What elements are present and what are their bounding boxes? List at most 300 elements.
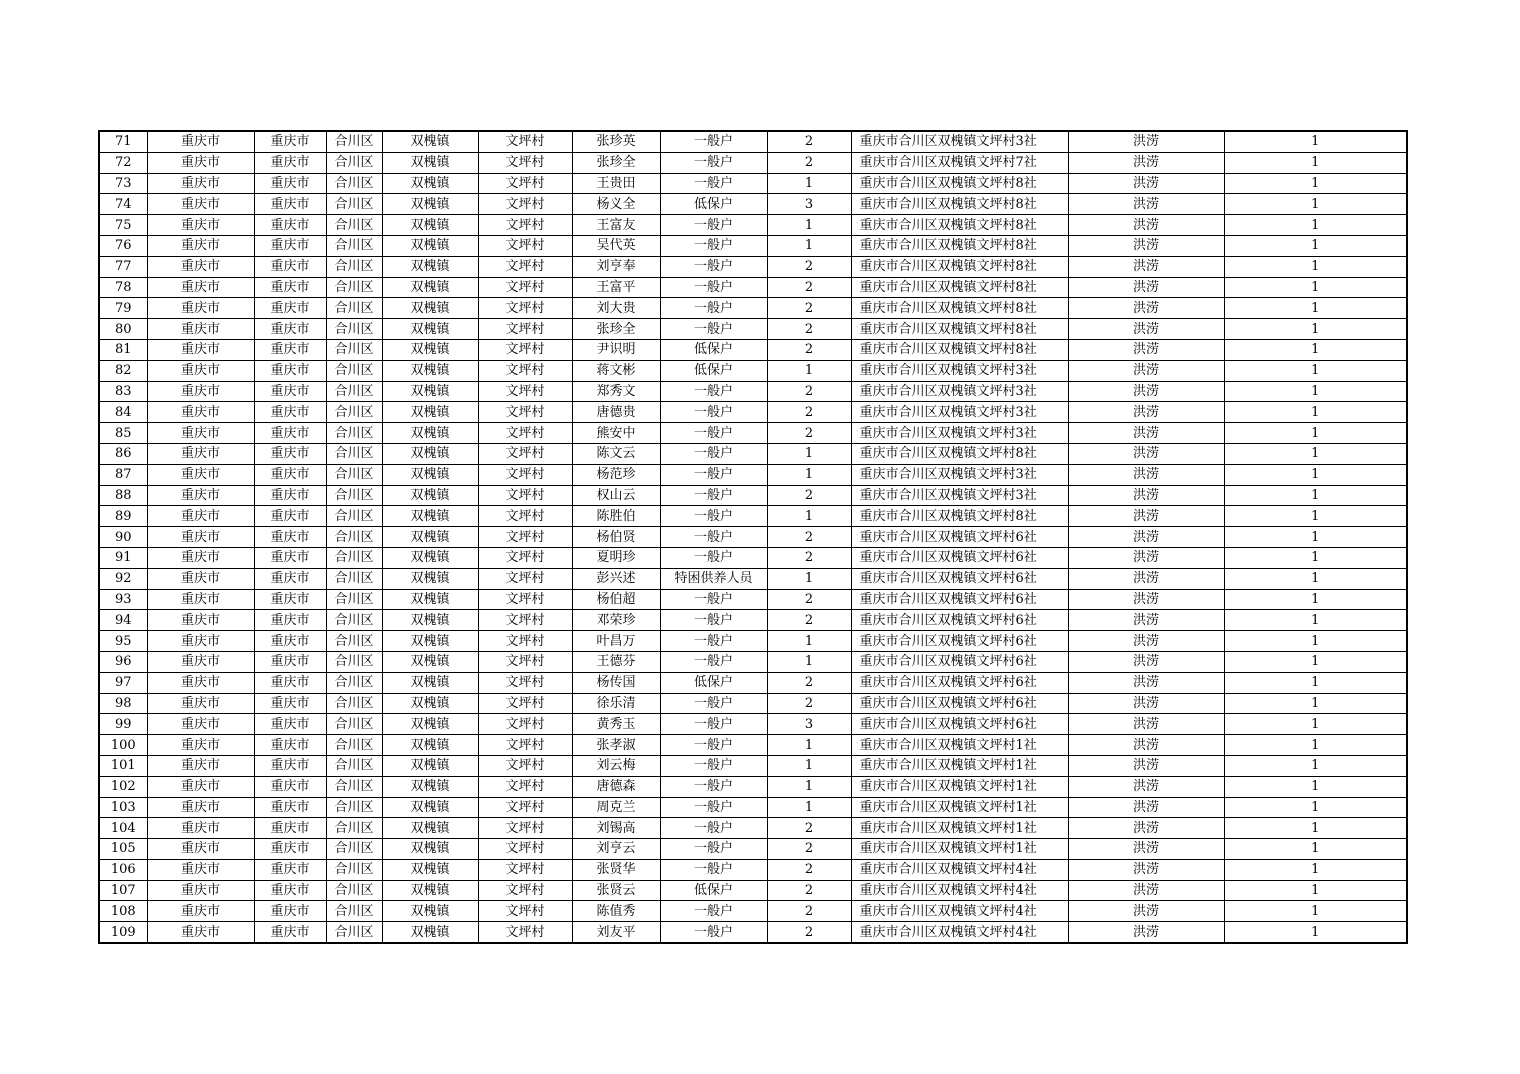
table-row (99, 922, 1407, 943)
district-cell: 合川区 (326, 215, 382, 236)
province-cell: 重庆市 (147, 714, 254, 735)
province-cell: 重庆市 (147, 901, 254, 922)
town-cell: 双槐镇 (382, 360, 478, 381)
disaster-type-cell: 洪涝 (1068, 901, 1224, 922)
household-type-cell: 低保户 (660, 880, 767, 901)
town-cell: 双槐镇 (382, 589, 478, 610)
disaster-type-cell: 洪涝 (1068, 152, 1224, 173)
address-cell: 重庆市合川区双槐镇文坪村6社 (851, 547, 1068, 568)
village-cell: 文坪村 (478, 631, 572, 652)
village-cell: 文坪村 (478, 319, 572, 340)
row-number-cell: 89 (99, 506, 147, 527)
town-cell: 双槐镇 (382, 277, 478, 298)
name-cell: 唐德贵 (572, 402, 660, 423)
disaster-type-cell: 洪涝 (1068, 319, 1224, 340)
quantity-cell: 1 (1224, 402, 1407, 423)
row-number-cell: 95 (99, 631, 147, 652)
city-cell: 重庆市 (254, 839, 326, 860)
quantity-cell: 1 (1224, 464, 1407, 485)
name-cell: 彭兴述 (572, 568, 660, 589)
district-cell: 合川区 (326, 402, 382, 423)
household-type-cell: 一般户 (660, 173, 767, 194)
city-cell: 重庆市 (254, 693, 326, 714)
village-cell: 文坪村 (478, 485, 572, 506)
quantity-cell: 1 (1224, 381, 1407, 402)
household-type-cell: 一般户 (660, 319, 767, 340)
village-cell: 文坪村 (478, 651, 572, 672)
count-cell: 2 (767, 672, 851, 693)
table-row (99, 381, 1407, 402)
row-number-cell: 90 (99, 527, 147, 548)
town-cell: 双槐镇 (382, 818, 478, 839)
address-cell: 重庆市合川区双槐镇文坪村6社 (851, 568, 1068, 589)
city-cell: 重庆市 (254, 256, 326, 277)
name-cell: 张珍全 (572, 152, 660, 173)
village-cell: 文坪村 (478, 755, 572, 776)
name-cell: 刘云梅 (572, 755, 660, 776)
district-cell: 合川区 (326, 423, 382, 444)
disaster-type-cell: 洪涝 (1068, 839, 1224, 860)
quantity-cell: 1 (1224, 339, 1407, 360)
name-cell: 尹识明 (572, 339, 660, 360)
district-cell: 合川区 (326, 485, 382, 506)
address-cell: 重庆市合川区双槐镇文坪村3社 (851, 464, 1068, 485)
town-cell: 双槐镇 (382, 464, 478, 485)
row-number-cell: 92 (99, 568, 147, 589)
province-cell: 重庆市 (147, 235, 254, 256)
quantity-cell: 1 (1224, 859, 1407, 880)
province-cell: 重庆市 (147, 651, 254, 672)
table-row (99, 464, 1407, 485)
row-number-cell: 105 (99, 839, 147, 860)
household-type-cell: 一般户 (660, 859, 767, 880)
province-cell: 重庆市 (147, 776, 254, 797)
count-cell: 1 (767, 755, 851, 776)
address-cell: 重庆市合川区双槐镇文坪村3社 (851, 485, 1068, 506)
table-row (99, 797, 1407, 818)
district-cell: 合川区 (326, 360, 382, 381)
disaster-type-cell: 洪涝 (1068, 610, 1224, 631)
row-number-cell: 81 (99, 339, 147, 360)
quantity-cell: 1 (1224, 818, 1407, 839)
province-cell: 重庆市 (147, 589, 254, 610)
district-cell: 合川区 (326, 547, 382, 568)
town-cell: 双槐镇 (382, 693, 478, 714)
address-cell: 重庆市合川区双槐镇文坪村6社 (851, 527, 1068, 548)
village-cell: 文坪村 (478, 506, 572, 527)
province-cell: 重庆市 (147, 298, 254, 319)
count-cell: 2 (767, 610, 851, 631)
name-cell: 杨传国 (572, 672, 660, 693)
disaster-type-cell: 洪涝 (1068, 651, 1224, 672)
village-cell: 文坪村 (478, 339, 572, 360)
name-cell: 夏明珍 (572, 547, 660, 568)
city-cell: 重庆市 (254, 735, 326, 756)
district-cell: 合川区 (326, 651, 382, 672)
village-cell: 文坪村 (478, 423, 572, 444)
city-cell: 重庆市 (254, 443, 326, 464)
count-cell: 2 (767, 298, 851, 319)
quantity-cell: 1 (1224, 672, 1407, 693)
household-type-cell: 一般户 (660, 443, 767, 464)
province-cell: 重庆市 (147, 839, 254, 860)
name-cell: 唐德森 (572, 776, 660, 797)
village-cell: 文坪村 (478, 131, 572, 152)
quantity-cell: 1 (1224, 589, 1407, 610)
table-row (99, 672, 1407, 693)
name-cell: 王富友 (572, 215, 660, 236)
row-number-cell: 84 (99, 402, 147, 423)
disaster-type-cell: 洪涝 (1068, 423, 1224, 444)
household-table (98, 130, 1408, 944)
province-cell: 重庆市 (147, 547, 254, 568)
city-cell: 重庆市 (254, 589, 326, 610)
count-cell: 1 (767, 443, 851, 464)
name-cell: 张孝淑 (572, 735, 660, 756)
city-cell: 重庆市 (254, 797, 326, 818)
name-cell: 徐乐清 (572, 693, 660, 714)
quantity-cell: 1 (1224, 485, 1407, 506)
town-cell: 双槐镇 (382, 173, 478, 194)
table-row (99, 339, 1407, 360)
household-type-cell: 一般户 (660, 839, 767, 860)
table-row (99, 839, 1407, 860)
district-cell: 合川区 (326, 859, 382, 880)
name-cell: 刘锡高 (572, 818, 660, 839)
quantity-cell: 1 (1224, 901, 1407, 922)
town-cell: 双槐镇 (382, 194, 478, 215)
province-cell: 重庆市 (147, 735, 254, 756)
address-cell: 重庆市合川区双槐镇文坪村8社 (851, 215, 1068, 236)
address-cell: 重庆市合川区双槐镇文坪村8社 (851, 277, 1068, 298)
quantity-cell: 1 (1224, 714, 1407, 735)
town-cell: 双槐镇 (382, 631, 478, 652)
count-cell: 1 (767, 797, 851, 818)
household-type-cell: 一般户 (660, 485, 767, 506)
disaster-type-cell: 洪涝 (1068, 298, 1224, 319)
quantity-cell: 1 (1224, 735, 1407, 756)
town-cell: 双槐镇 (382, 776, 478, 797)
province-cell: 重庆市 (147, 464, 254, 485)
quantity-cell: 1 (1224, 839, 1407, 860)
quantity-cell: 1 (1224, 797, 1407, 818)
town-cell: 双槐镇 (382, 423, 478, 444)
count-cell: 2 (767, 589, 851, 610)
village-cell: 文坪村 (478, 298, 572, 319)
table-row (99, 818, 1407, 839)
town-cell: 双槐镇 (382, 859, 478, 880)
district-cell: 合川区 (326, 131, 382, 152)
household-type-cell: 一般户 (660, 152, 767, 173)
quantity-cell: 1 (1224, 755, 1407, 776)
address-cell: 重庆市合川区双槐镇文坪村1社 (851, 776, 1068, 797)
town-cell: 双槐镇 (382, 839, 478, 860)
count-cell: 2 (767, 922, 851, 943)
table-row (99, 402, 1407, 423)
row-number-cell: 109 (99, 922, 147, 943)
province-cell: 重庆市 (147, 256, 254, 277)
household-type-cell: 一般户 (660, 901, 767, 922)
table-row (99, 714, 1407, 735)
table-row (99, 735, 1407, 756)
row-number-cell: 107 (99, 880, 147, 901)
city-cell: 重庆市 (254, 506, 326, 527)
row-number-cell: 108 (99, 901, 147, 922)
province-cell: 重庆市 (147, 672, 254, 693)
quantity-cell: 1 (1224, 651, 1407, 672)
household-type-cell: 低保户 (660, 360, 767, 381)
disaster-type-cell: 洪涝 (1068, 381, 1224, 402)
disaster-type-cell: 洪涝 (1068, 859, 1224, 880)
town-cell: 双槐镇 (382, 506, 478, 527)
district-cell: 合川区 (326, 672, 382, 693)
province-cell: 重庆市 (147, 402, 254, 423)
address-cell: 重庆市合川区双槐镇文坪村4社 (851, 901, 1068, 922)
city-cell: 重庆市 (254, 360, 326, 381)
district-cell: 合川区 (326, 152, 382, 173)
name-cell: 权山云 (572, 485, 660, 506)
count-cell: 1 (767, 631, 851, 652)
household-type-cell: 一般户 (660, 464, 767, 485)
quantity-cell: 1 (1224, 610, 1407, 631)
disaster-type-cell: 洪涝 (1068, 922, 1224, 943)
city-cell: 重庆市 (254, 194, 326, 215)
district-cell: 合川区 (326, 776, 382, 797)
town-cell: 双槐镇 (382, 485, 478, 506)
name-cell: 吴代英 (572, 235, 660, 256)
district-cell: 合川区 (326, 755, 382, 776)
count-cell: 2 (767, 423, 851, 444)
town-cell: 双槐镇 (382, 443, 478, 464)
row-number-cell: 97 (99, 672, 147, 693)
quantity-cell: 1 (1224, 506, 1407, 527)
name-cell: 刘友平 (572, 922, 660, 943)
table-row (99, 173, 1407, 194)
row-number-cell: 88 (99, 485, 147, 506)
city-cell: 重庆市 (254, 235, 326, 256)
town-cell: 双槐镇 (382, 755, 478, 776)
name-cell: 蒋文彬 (572, 360, 660, 381)
province-cell: 重庆市 (147, 319, 254, 340)
row-number-cell: 106 (99, 859, 147, 880)
city-cell: 重庆市 (254, 547, 326, 568)
household-type-cell: 一般户 (660, 776, 767, 797)
village-cell: 文坪村 (478, 547, 572, 568)
quantity-cell: 1 (1224, 298, 1407, 319)
province-cell: 重庆市 (147, 152, 254, 173)
city-cell: 重庆市 (254, 859, 326, 880)
household-type-cell: 特困供养人员 (660, 568, 767, 589)
address-cell: 重庆市合川区双槐镇文坪村6社 (851, 651, 1068, 672)
disaster-type-cell: 洪涝 (1068, 235, 1224, 256)
address-cell: 重庆市合川区双槐镇文坪村8社 (851, 319, 1068, 340)
village-cell: 文坪村 (478, 402, 572, 423)
row-number-cell: 74 (99, 194, 147, 215)
village-cell: 文坪村 (478, 714, 572, 735)
disaster-type-cell: 洪涝 (1068, 880, 1224, 901)
count-cell: 1 (767, 651, 851, 672)
district-cell: 合川区 (326, 714, 382, 735)
household-type-cell: 一般户 (660, 693, 767, 714)
count-cell: 1 (767, 173, 851, 194)
village-cell: 文坪村 (478, 277, 572, 298)
address-cell: 重庆市合川区双槐镇文坪村8社 (851, 256, 1068, 277)
address-cell: 重庆市合川区双槐镇文坪村8社 (851, 506, 1068, 527)
city-cell: 重庆市 (254, 527, 326, 548)
disaster-type-cell: 洪涝 (1068, 215, 1224, 236)
village-cell: 文坪村 (478, 464, 572, 485)
household-type-cell: 一般户 (660, 298, 767, 319)
row-number-cell: 83 (99, 381, 147, 402)
address-cell: 重庆市合川区双槐镇文坪村6社 (851, 693, 1068, 714)
address-cell: 重庆市合川区双槐镇文坪村3社 (851, 402, 1068, 423)
town-cell: 双槐镇 (382, 152, 478, 173)
disaster-type-cell: 洪涝 (1068, 464, 1224, 485)
city-cell: 重庆市 (254, 277, 326, 298)
count-cell: 1 (767, 776, 851, 797)
province-cell: 重庆市 (147, 755, 254, 776)
village-cell: 文坪村 (478, 922, 572, 943)
disaster-type-cell: 洪涝 (1068, 735, 1224, 756)
disaster-type-cell: 洪涝 (1068, 131, 1224, 152)
row-number-cell: 94 (99, 610, 147, 631)
town-cell: 双槐镇 (382, 215, 478, 236)
row-number-cell: 75 (99, 215, 147, 236)
disaster-type-cell: 洪涝 (1068, 339, 1224, 360)
village-cell: 文坪村 (478, 360, 572, 381)
address-cell: 重庆市合川区双槐镇文坪村8社 (851, 194, 1068, 215)
count-cell: 2 (767, 693, 851, 714)
town-cell: 双槐镇 (382, 339, 478, 360)
disaster-type-cell: 洪涝 (1068, 693, 1224, 714)
address-cell: 重庆市合川区双槐镇文坪村1社 (851, 755, 1068, 776)
city-cell: 重庆市 (254, 818, 326, 839)
quantity-cell: 1 (1224, 693, 1407, 714)
quantity-cell: 1 (1224, 547, 1407, 568)
city-cell: 重庆市 (254, 173, 326, 194)
town-cell: 双槐镇 (382, 735, 478, 756)
household-type-cell: 一般户 (660, 506, 767, 527)
district-cell: 合川区 (326, 818, 382, 839)
province-cell: 重庆市 (147, 506, 254, 527)
name-cell: 张珍英 (572, 131, 660, 152)
row-number-cell: 86 (99, 443, 147, 464)
name-cell: 王贵田 (572, 173, 660, 194)
disaster-type-cell: 洪涝 (1068, 506, 1224, 527)
address-cell: 重庆市合川区双槐镇文坪村3社 (851, 381, 1068, 402)
count-cell: 2 (767, 839, 851, 860)
table-row (99, 568, 1407, 589)
address-cell: 重庆市合川区双槐镇文坪村4社 (851, 922, 1068, 943)
name-cell: 周克兰 (572, 797, 660, 818)
quantity-cell: 1 (1224, 173, 1407, 194)
count-cell: 2 (767, 131, 851, 152)
name-cell: 邓荣珍 (572, 610, 660, 631)
village-cell: 文坪村 (478, 152, 572, 173)
household-type-cell: 一般户 (660, 235, 767, 256)
province-cell: 重庆市 (147, 381, 254, 402)
city-cell: 重庆市 (254, 672, 326, 693)
disaster-type-cell: 洪涝 (1068, 256, 1224, 277)
quantity-cell: 1 (1224, 235, 1407, 256)
address-cell: 重庆市合川区双槐镇文坪村4社 (851, 859, 1068, 880)
count-cell: 1 (767, 568, 851, 589)
count-cell: 1 (767, 215, 851, 236)
address-cell: 重庆市合川区双槐镇文坪村1社 (851, 735, 1068, 756)
disaster-type-cell: 洪涝 (1068, 631, 1224, 652)
count-cell: 2 (767, 485, 851, 506)
count-cell: 2 (767, 256, 851, 277)
address-cell: 重庆市合川区双槐镇文坪村6社 (851, 631, 1068, 652)
district-cell: 合川区 (326, 631, 382, 652)
count-cell: 1 (767, 464, 851, 485)
household-type-cell: 一般户 (660, 423, 767, 444)
quantity-cell: 1 (1224, 568, 1407, 589)
count-cell: 2 (767, 152, 851, 173)
village-cell: 文坪村 (478, 235, 572, 256)
row-number-cell: 87 (99, 464, 147, 485)
household-type-cell: 一般户 (660, 714, 767, 735)
count-cell: 2 (767, 901, 851, 922)
town-cell: 双槐镇 (382, 610, 478, 631)
address-cell: 重庆市合川区双槐镇文坪村3社 (851, 360, 1068, 381)
table-row (99, 506, 1407, 527)
quantity-cell: 1 (1224, 776, 1407, 797)
village-cell: 文坪村 (478, 589, 572, 610)
table-row (99, 693, 1407, 714)
city-cell: 重庆市 (254, 631, 326, 652)
disaster-type-cell: 洪涝 (1068, 527, 1224, 548)
district-cell: 合川区 (326, 735, 382, 756)
row-number-cell: 80 (99, 319, 147, 340)
district-cell: 合川区 (326, 568, 382, 589)
province-cell: 重庆市 (147, 922, 254, 943)
table-row (99, 131, 1407, 152)
district-cell: 合川区 (326, 277, 382, 298)
table-row (99, 423, 1407, 444)
city-cell: 重庆市 (254, 339, 326, 360)
quantity-cell: 1 (1224, 443, 1407, 464)
town-cell: 双槐镇 (382, 922, 478, 943)
district-cell: 合川区 (326, 443, 382, 464)
name-cell: 杨伯贤 (572, 527, 660, 548)
quantity-cell: 1 (1224, 423, 1407, 444)
village-cell: 文坪村 (478, 839, 572, 860)
city-cell: 重庆市 (254, 651, 326, 672)
province-cell: 重庆市 (147, 339, 254, 360)
quantity-cell: 1 (1224, 131, 1407, 152)
village-cell: 文坪村 (478, 880, 572, 901)
table-row (99, 901, 1407, 922)
disaster-type-cell: 洪涝 (1068, 402, 1224, 423)
province-cell: 重庆市 (147, 485, 254, 506)
city-cell: 重庆市 (254, 880, 326, 901)
district-cell: 合川区 (326, 194, 382, 215)
disaster-type-cell: 洪涝 (1068, 714, 1224, 735)
city-cell: 重庆市 (254, 776, 326, 797)
quantity-cell: 1 (1224, 360, 1407, 381)
table-row (99, 319, 1407, 340)
row-number-cell: 79 (99, 298, 147, 319)
table-row (99, 256, 1407, 277)
name-cell: 杨伯超 (572, 589, 660, 610)
disaster-type-cell: 洪涝 (1068, 277, 1224, 298)
province-cell: 重庆市 (147, 797, 254, 818)
province-cell: 重庆市 (147, 859, 254, 880)
city-cell: 重庆市 (254, 152, 326, 173)
count-cell: 2 (767, 547, 851, 568)
town-cell: 双槐镇 (382, 901, 478, 922)
